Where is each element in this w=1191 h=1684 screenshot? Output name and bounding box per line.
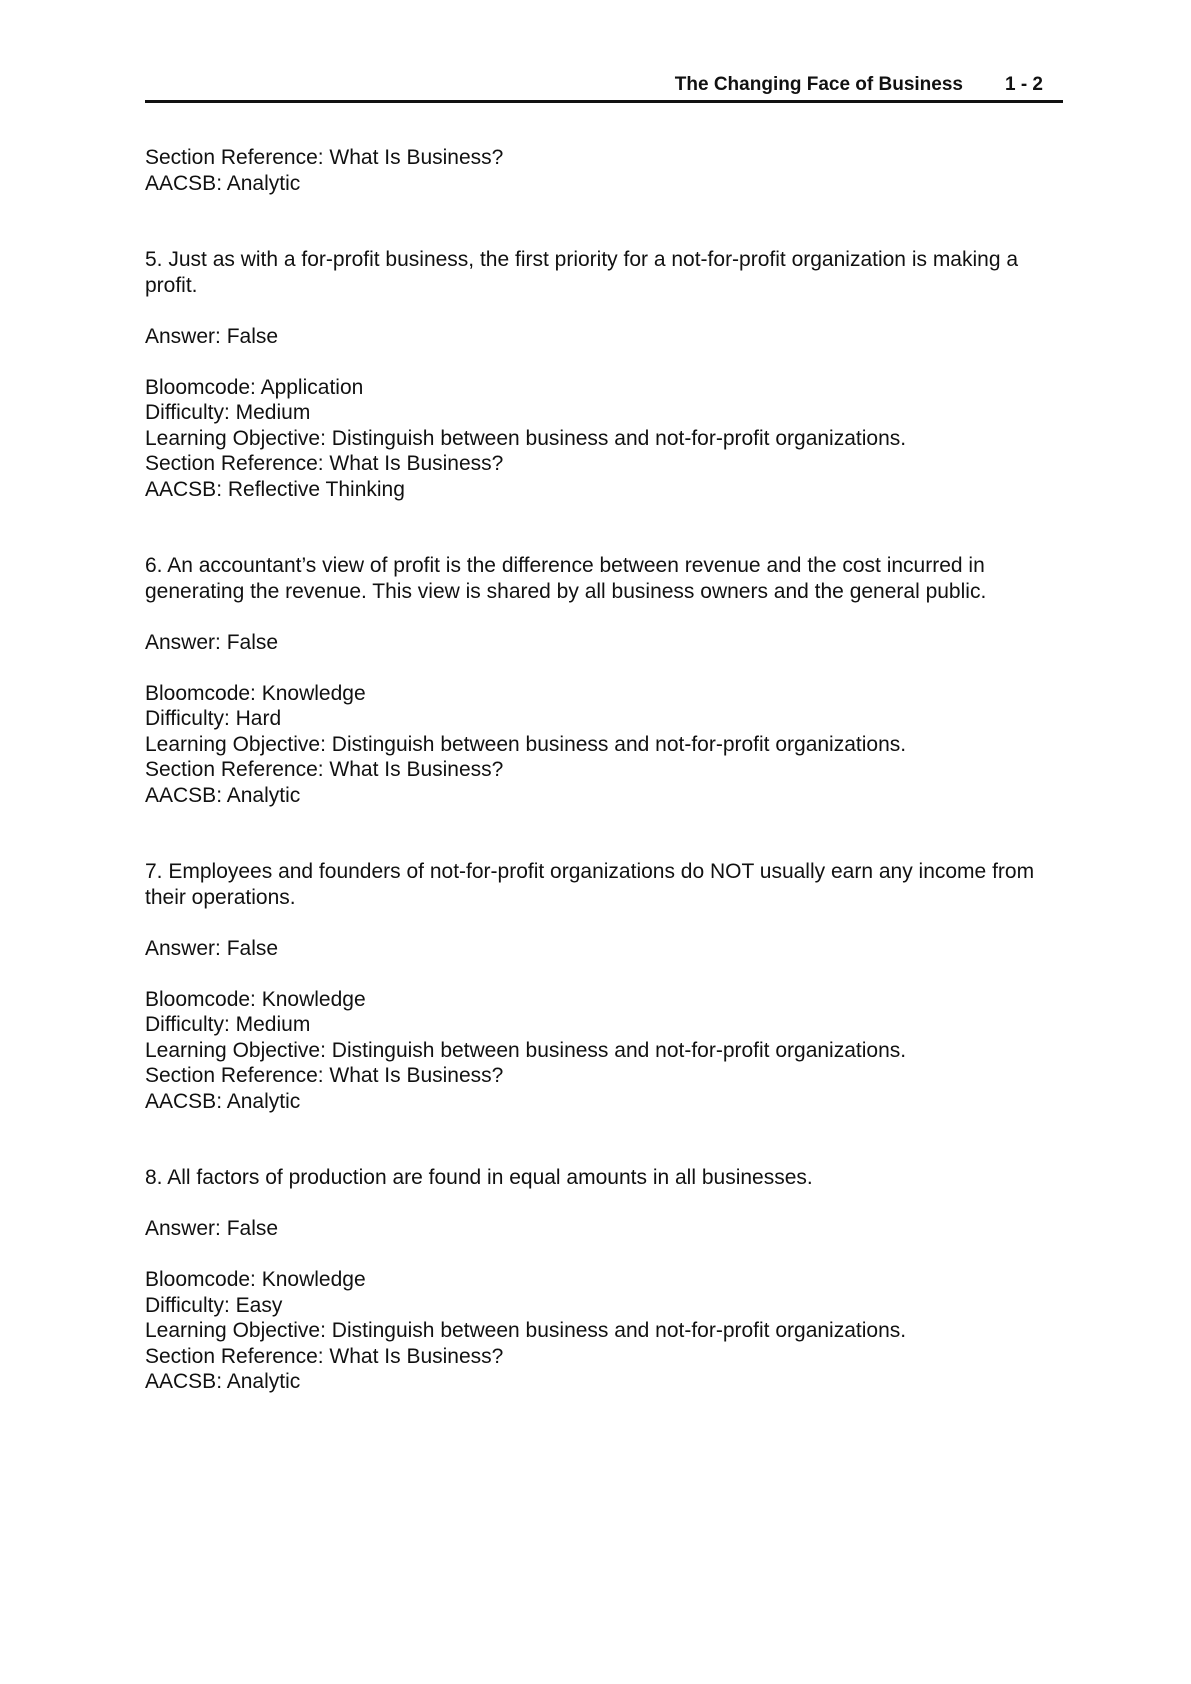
answer: Answer: False xyxy=(145,936,279,960)
aacsb-tag: AACSB: Analytic xyxy=(145,1370,301,1393)
question-text: 5. Just as with a for-profit business, the first priority for a not-for-profit organization is making a xyxy=(145,248,1019,271)
running-header xyxy=(145,70,1063,103)
question-text: 8. All factors of production are found in equal amounts in all businesses. xyxy=(145,1166,813,1189)
learning-objective: Learning Objective: Distinguish between business and not-for-profit organizations. xyxy=(145,1319,907,1342)
section-reference: Section Reference: What Is Business? xyxy=(145,758,504,781)
question-text: 6. An accountant’s view of profit is the difference between revenue and the cost incurred in xyxy=(145,554,985,577)
difficulty: Difficulty: Easy xyxy=(145,1293,283,1317)
difficulty: Difficulty: Medium xyxy=(145,1013,311,1036)
answer: Answer: False xyxy=(145,630,279,654)
aacsb-tag: AACSB: Analytic xyxy=(145,1089,301,1113)
aacsb-tag: AACSB: Analytic xyxy=(145,171,301,195)
section-reference: Section Reference: What Is Business? xyxy=(145,146,504,169)
bloomcode: Bloomcode: Knowledge xyxy=(145,1268,366,1291)
header-title: The Changing Face of Business xyxy=(674,74,963,95)
section-reference: Section Reference: What Is Business? xyxy=(145,1064,504,1087)
section-reference: Section Reference: What Is Business? xyxy=(145,1344,504,1368)
difficulty: Difficulty: Medium xyxy=(145,401,311,424)
aacsb-tag: AACSB: Analytic xyxy=(145,783,301,807)
learning-objective: Learning Objective: Distinguish between business and not-for-profit organizations. xyxy=(145,426,907,450)
question-text: their operations. xyxy=(145,885,296,909)
difficulty: Difficulty: Hard xyxy=(145,707,282,730)
question-block xyxy=(145,859,1085,1114)
question-text: profit. xyxy=(145,273,198,297)
answer: Answer: False xyxy=(145,324,279,348)
learning-objective: Learning Objective: Distinguish between business and not-for-profit organizations. xyxy=(145,732,907,756)
answer: Answer: False xyxy=(145,1217,279,1240)
question-block xyxy=(145,1165,1085,1395)
page-number: 1 - 2 xyxy=(1004,74,1043,95)
question-text: 7. Employees and founders of not-for-profit organizations do NOT usually earn any income from xyxy=(145,860,1035,883)
bloomcode: Bloomcode: Application xyxy=(145,375,364,399)
learning-objective: Learning Objective: Distinguish between business and not-for-profit organizations. xyxy=(145,1038,907,1062)
section-reference: Section Reference: What Is Business? xyxy=(145,452,504,475)
bloomcode: Bloomcode: Knowledge xyxy=(145,987,366,1011)
aacsb-tag: AACSB: Reflective Thinking xyxy=(145,477,405,501)
question-text: generating the revenue. This view is shared by all business owners and the general public. xyxy=(145,579,987,603)
question-block xyxy=(145,247,1085,502)
question-block xyxy=(145,553,1085,808)
document-body xyxy=(145,145,1085,1395)
bloomcode: Bloomcode: Knowledge xyxy=(145,681,366,705)
